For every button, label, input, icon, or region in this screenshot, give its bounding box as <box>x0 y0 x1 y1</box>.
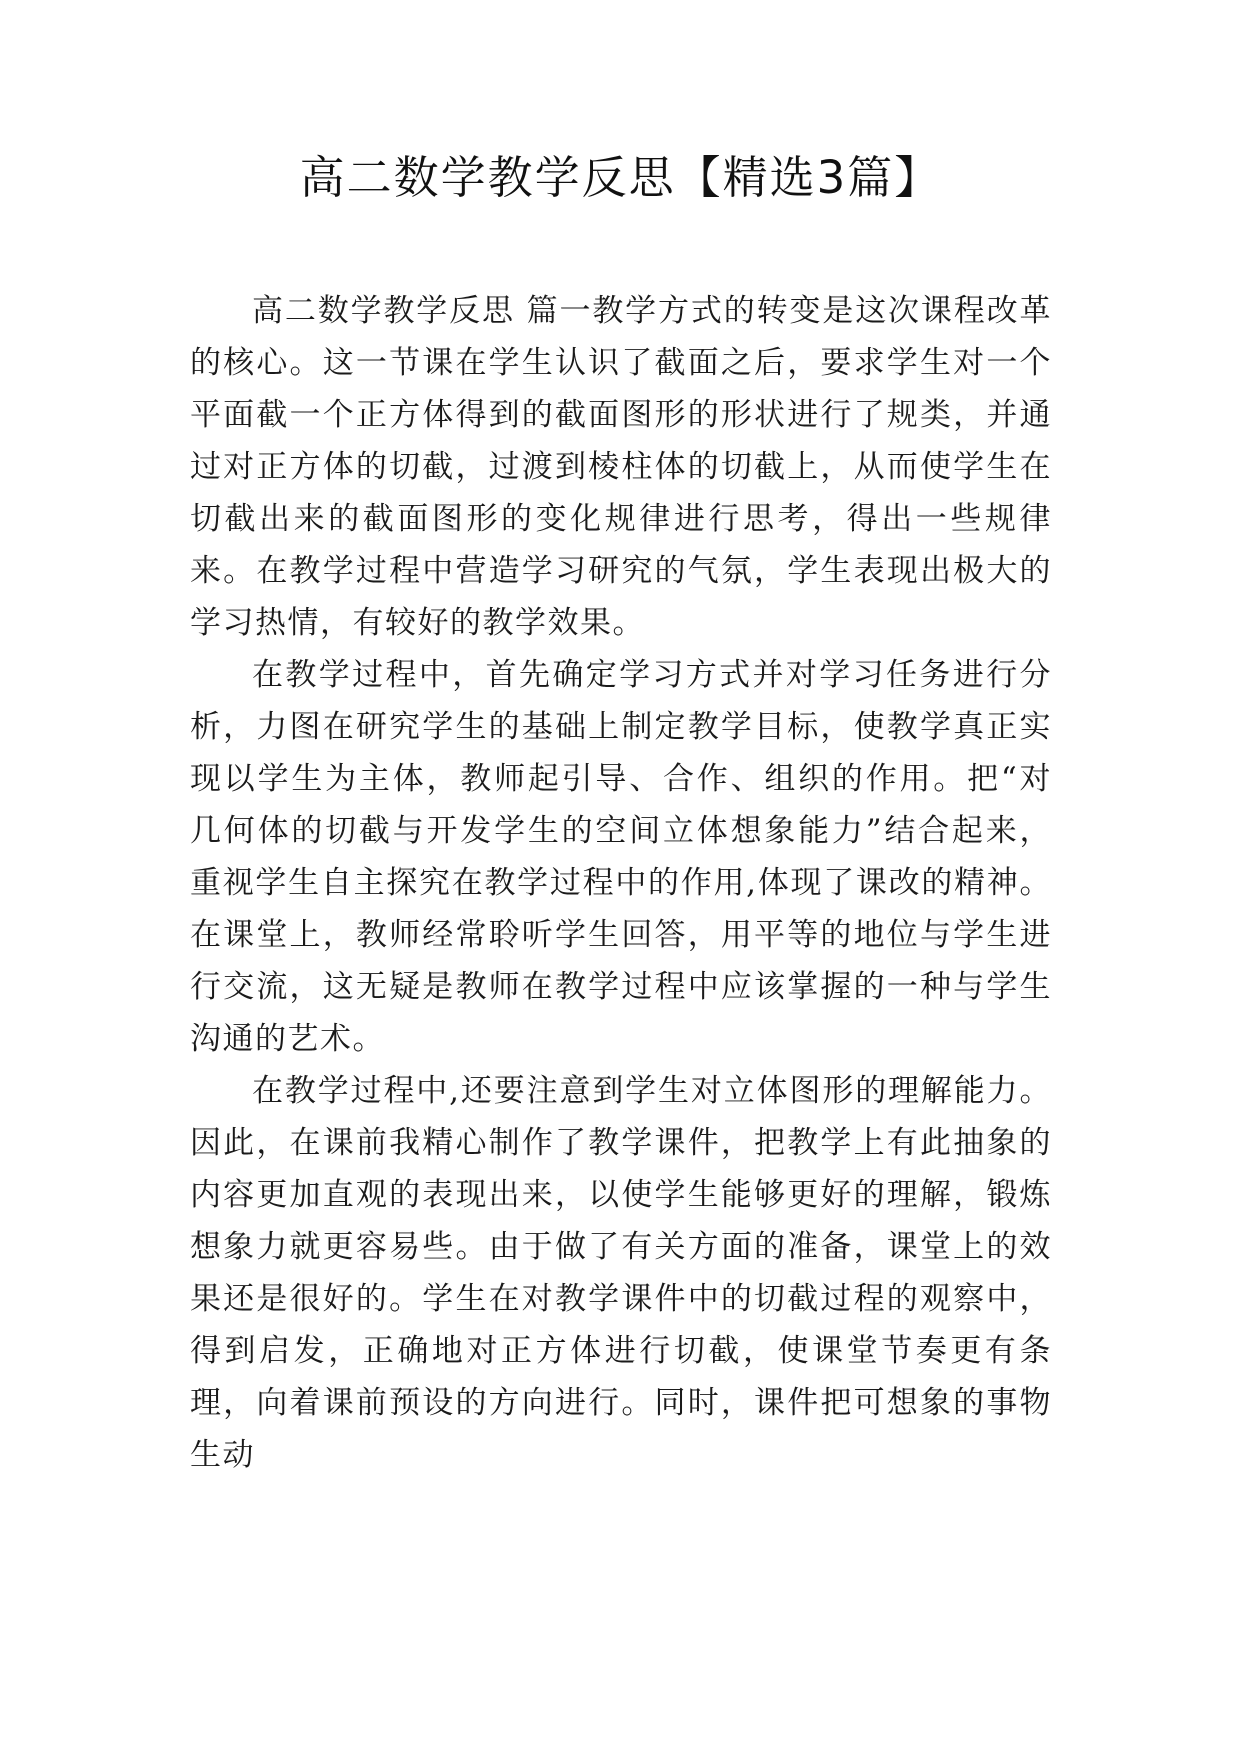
paragraph-3: 在教学过程中,还要注意到学生对立体图形的理解能力。因此，在课前我精心制作了教学课件，把教学上有此抽象的内容更加直观的表现出来，以使学生能够更好的理解，锻炼想象力就更容易些。由于做了有关方面的准备，课堂上的效果还是很好的。学生在对教学课件中的切截过程的观察中，得到启发，正确地对正方体进行切截，使课堂节奏更有条理，向着课前预设的方向进行。同时，课件把可想象的事物生动 <box>190 1073 1052 1473</box>
document-title: 高二数学教学反思【精选3篇】 <box>299 151 942 204</box>
paragraph-1: 高二数学教学反思 篇一教学方式的转变是这次课程改革的核心。这一节课在学生认识了截面之后，要求学生对一个平面截一个正方体得到的截面图形的形状进行了规类，并通过对正方体的切截，过渡到棱柱体的切截上，从而使学生在切截出来的截面图形的变化规律进行思考，得出一些规律来。在教学过程中营造学习研究的气氛，学生表现出极大的学习热情，有较好的教学效果。 <box>190 293 1052 641</box>
paragraph-2: 在教学过程中，首先确定学习方式并对学习任务进行分析，力图在研究学生的基础上制定教学目标，使教学真正实现以学生为主体，教师起引导、合作、组织的作用。把“对几何体的切截与开发学生的空间立体想象能力”结合起来，重视学生自主探究在教学过程中的作用,体现了课改的精神。在课堂上，教师经常聆听学生回答，用平等的地位与学生进行交流，这无疑是教师在教学过程中应该掌握的一种与学生沟通的艺术。 <box>190 657 1052 1057</box>
document-body <box>190 285 1052 1481</box>
